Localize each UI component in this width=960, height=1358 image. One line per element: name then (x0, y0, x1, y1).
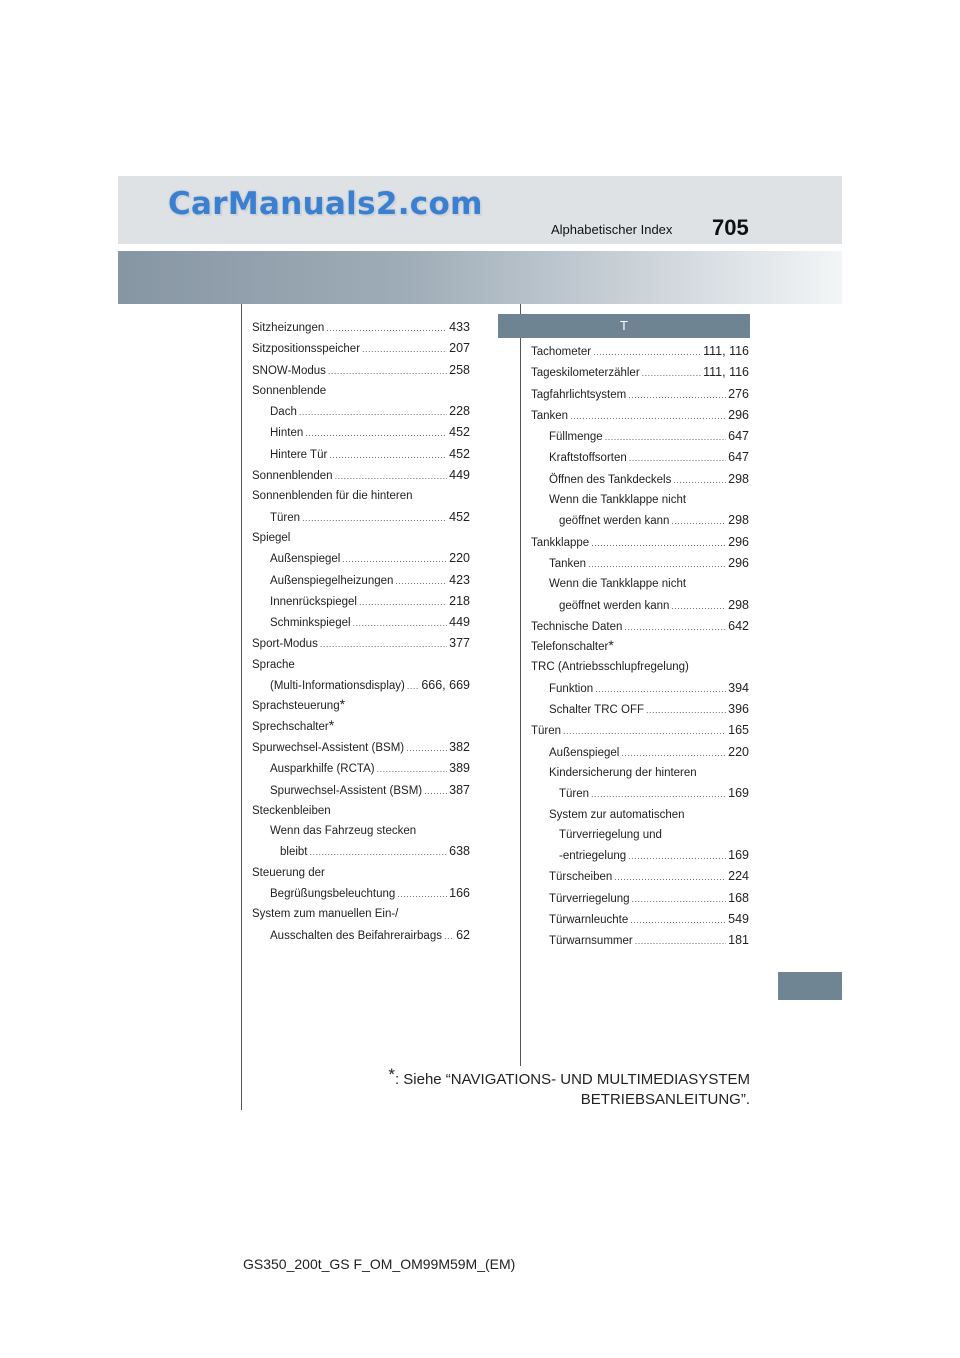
index-entry-label: System zum manuellen Ein-/ (252, 908, 399, 921)
index-column-left (252, 317, 470, 946)
index-entry (252, 841, 470, 862)
index-entry-page[interactable]: 452 (449, 509, 470, 524)
index-entry-label: System zur automatischen (549, 808, 685, 821)
index-entry (252, 570, 470, 591)
index-entry-label: Tanken (549, 557, 587, 570)
dot-leader (329, 445, 447, 465)
index-entry-page[interactable]: 549 (728, 912, 749, 927)
index-entry-page[interactable]: 396 (728, 702, 749, 717)
index-entry-page[interactable]: 298 (728, 597, 749, 612)
index-entry-label: Füllmenge (549, 431, 603, 444)
index-entry-label: Tankklappe (531, 536, 590, 549)
dot-leader (335, 466, 448, 486)
index-entry-label: Dach (270, 406, 297, 419)
index-entry-page[interactable]: 166 (449, 886, 470, 901)
index-entry (531, 426, 749, 447)
index-entry (531, 553, 749, 574)
index-entry-label: Funktion (549, 682, 594, 695)
dot-leader (362, 339, 447, 359)
index-entry (252, 465, 470, 486)
index-entry (252, 507, 470, 528)
index-entry-page[interactable]: 169 (728, 786, 749, 801)
index-entry-page[interactable]: 389 (449, 761, 470, 776)
index-entry (252, 338, 470, 359)
index-entry-page[interactable]: 298 (728, 513, 749, 528)
index-entry (531, 805, 749, 825)
dot-leader (424, 781, 447, 801)
index-entry (252, 863, 470, 883)
index-entry-page[interactable]: 258 (449, 362, 470, 377)
index-entry-label: bleibt (280, 846, 308, 859)
index-entry-page[interactable]: 169 (728, 848, 749, 863)
index-entry (531, 720, 749, 741)
index-entry (252, 758, 470, 779)
index-entry-page[interactable]: 452 (449, 425, 470, 440)
letter-heading-t: T (498, 314, 750, 338)
index-entry-page[interactable]: 449 (449, 615, 470, 630)
dot-leader (673, 470, 726, 490)
index-entry-page[interactable]: 62 (456, 927, 470, 942)
index-entry-label: Telefonschalter (531, 641, 609, 654)
index-entry (531, 909, 749, 930)
index-entry-label: Kraftstoffsorten (549, 452, 627, 465)
index-entry-page[interactable]: 377 (449, 636, 470, 651)
index-entry-page[interactable]: 168 (728, 890, 749, 905)
index-entry (252, 528, 470, 548)
index-entry (531, 384, 749, 405)
index-entry-page[interactable]: 642 (728, 618, 749, 633)
index-entry (252, 821, 470, 841)
index-entry-label: Hintere Tür (270, 448, 328, 461)
index-entry-label: Außenspiegelheizungen (270, 574, 394, 587)
index-entry-page[interactable]: 218 (449, 593, 470, 608)
decorative-band (118, 251, 842, 304)
dot-leader (302, 508, 447, 528)
dot-leader (588, 554, 726, 574)
index-entry-label: Türscheiben (549, 871, 613, 884)
index-entry-page[interactable]: 433 (449, 320, 470, 334)
index-entry-label: Schalter TRC OFF (549, 704, 644, 717)
index-entry-label: Türen (531, 725, 562, 738)
index-entry-label: -entriegelung (559, 850, 627, 863)
index-entry-label: Steckenbleiben (252, 804, 331, 817)
index-entry-label: Sprachsteuerung (252, 700, 340, 713)
index-entry (531, 341, 749, 362)
index-entry-label: Türen (270, 511, 301, 524)
dot-leader (630, 910, 726, 930)
index-entry-label: Tanken (531, 409, 569, 422)
index-entry (252, 401, 470, 422)
index-entry (531, 742, 749, 763)
dot-leader (395, 571, 447, 591)
index-entry (252, 317, 470, 338)
dot-leader (595, 679, 726, 699)
index-entry-label: Türverriegelung und (559, 828, 662, 841)
index-entry (531, 616, 749, 637)
dot-leader (342, 549, 447, 569)
index-entry (252, 655, 470, 675)
index-entry (531, 510, 749, 531)
index-entry-label: Türen (559, 788, 590, 801)
dot-leader (326, 318, 447, 338)
footnote-line-1: : Siehe “NAVIGATIONS- UND MULTIMEDIASYSTEM (394, 1071, 750, 1088)
index-entry-label: Tagfahrlichtsystem (531, 388, 627, 401)
index-entry (252, 612, 470, 633)
index-entry-label: Sonnenblenden (252, 470, 333, 483)
index-entry-label: Türwarnsummer (549, 935, 633, 948)
index-entry-label: Hinten (270, 427, 304, 440)
index-entry (252, 925, 470, 946)
index-entry-page[interactable]: 394 (728, 680, 749, 695)
section-title: Alphabetischer Index (551, 222, 673, 237)
index-entry (252, 883, 470, 904)
index-entry (252, 548, 470, 569)
index-entry-label: Öffnen des Tankdeckels (549, 473, 672, 486)
index-entry-label: Tachometer (531, 346, 592, 358)
index-entry-page[interactable]: 181 (728, 933, 749, 948)
index-entry-label: Ausschalten des Beifahrerairbags (270, 929, 442, 942)
index-entry-label: Spiegel (252, 531, 291, 544)
index-entry (531, 362, 749, 383)
footnote (330, 1065, 750, 1110)
index-entry-label: Sonnenblenden für die hinteren (252, 490, 413, 503)
index-entry-page[interactable]: 382 (449, 739, 470, 754)
index-entry (531, 532, 749, 553)
index-entry: Sprechschalter * (252, 717, 470, 737)
index-entry-page[interactable]: 452 (449, 446, 470, 461)
index-entry (531, 825, 749, 845)
index-entry (531, 447, 749, 468)
index-entry (531, 657, 749, 677)
index-entry-page[interactable]: 276 (728, 386, 749, 401)
index-entry-label: Wenn das Fahrzeug stecken (270, 825, 417, 838)
index-entry (531, 783, 749, 804)
index-entry-page[interactable]: 423 (449, 572, 470, 587)
index-entry-label: Wenn die Tankklappe nicht (549, 578, 687, 591)
index-entry-label: Steuerung der (252, 866, 325, 879)
dot-leader (605, 427, 726, 447)
dot-leader (621, 743, 726, 763)
index-entry (531, 888, 749, 909)
dot-leader (614, 867, 726, 887)
index-entry-page[interactable]: 449 (449, 468, 470, 483)
dot-leader (591, 533, 726, 553)
dot-leader (635, 931, 726, 951)
dot-leader (299, 402, 447, 422)
dot-leader (406, 738, 447, 758)
dot-leader (671, 511, 726, 531)
index-entry-page[interactable]: 638 (449, 844, 470, 859)
index-entry-page[interactable]: 111, 116 (703, 344, 749, 358)
footnote-line-2: BETRIEBSANLEITUNG”. (580, 1091, 750, 1108)
index-entry-page[interactable]: 647 (728, 429, 749, 444)
index-entry (252, 381, 470, 401)
dot-leader (397, 884, 447, 904)
index-entry (531, 866, 749, 887)
index-entry-label: Innenrückspiegel (270, 595, 357, 608)
index-entry-page[interactable]: 387 (449, 782, 470, 797)
index-entry-label: Technische Daten (531, 620, 623, 633)
dot-leader (407, 676, 419, 696)
index-entry-page[interactable]: 220 (449, 551, 470, 566)
index-entry-label: SNOW-Modus (252, 364, 326, 377)
column-divider-middle (520, 304, 521, 1066)
index-entry-page[interactable]: 647 (728, 450, 749, 465)
footnote-star: * (388, 1065, 395, 1084)
index-entry (252, 444, 470, 465)
index-entry-page[interactable]: 224 (728, 869, 749, 884)
index-entry-label: (Multi-Informationsdisplay) (270, 680, 405, 693)
index-entry-label: Spurwechsel-Assistent (BSM) (270, 784, 423, 797)
dot-leader (624, 617, 726, 637)
index-entry-page[interactable]: 228 (449, 404, 470, 419)
index-entry (531, 490, 749, 510)
dot-leader (359, 592, 447, 612)
dot-leader (305, 423, 447, 443)
index-entry (252, 675, 470, 696)
index-entry (252, 737, 470, 758)
index-entry: Telefonschalter * (531, 637, 749, 657)
column-divider-left (241, 304, 242, 1110)
dot-leader (353, 613, 448, 633)
index-column-right (531, 341, 749, 952)
page-number: 705 (712, 215, 749, 240)
index-entry-label: Sprache (252, 658, 295, 671)
index-entry (531, 595, 749, 616)
index-entry-page[interactable]: 666, 669 (421, 678, 470, 693)
index-entry-label: Tageskilometerzähler (531, 367, 640, 380)
dot-leader (671, 596, 726, 616)
index-entry-page[interactable]: 296 (728, 534, 749, 549)
index-entry-page[interactable]: 111, 116 (703, 365, 749, 380)
index-entry-page[interactable]: 207 (449, 341, 470, 356)
index-entry (252, 904, 470, 924)
index-entry (531, 678, 749, 699)
index-entry-label: Ausparkhilfe (RCTA) (270, 763, 375, 776)
document-code: GS350_200t_GS F_OM_OM99M59M_(EM) (243, 1256, 516, 1272)
dot-leader (320, 634, 447, 654)
index-entry-label: Begrüßungsbeleuchtung (270, 888, 396, 901)
dot-leader (591, 784, 726, 804)
index-entry-label: Sprechschalter (252, 720, 329, 733)
index-entry-page[interactable]: 296 (728, 407, 749, 422)
index-entry (531, 405, 749, 426)
dot-leader (632, 889, 727, 909)
dot-leader (444, 926, 454, 946)
index-entry (531, 574, 749, 594)
index-entry-label: Spurwechsel-Assistent (BSM) (252, 741, 405, 754)
dot-leader (570, 406, 726, 426)
index-entry-label: Wenn die Tankklappe nicht (549, 494, 687, 507)
index-entry (252, 633, 470, 654)
index-entry: Sprachsteuerung * (252, 696, 470, 716)
index-entry (252, 591, 470, 612)
index-entry-label: Türverriegelung (549, 892, 630, 905)
index-entry (531, 763, 749, 783)
chapter-tab (778, 972, 842, 1000)
index-entry (252, 360, 470, 381)
index-entry-page[interactable]: 220 (728, 744, 749, 759)
index-entry (531, 845, 749, 866)
index-entry (252, 486, 470, 506)
index-entry-label: Sitzpositionsspeicher (252, 343, 361, 356)
dot-leader (646, 700, 726, 720)
index-entry-label: Sitzheizungen (252, 322, 325, 334)
index-entry-label: geöffnet werden kann (559, 515, 670, 528)
index-entry-label: geöffnet werden kann (559, 599, 670, 612)
index-entry-label: Außenspiegel (549, 746, 620, 759)
index-entry (531, 930, 749, 951)
dot-leader (642, 363, 701, 383)
index-entry-label: Türwarnleuchte (549, 914, 629, 927)
dot-leader (629, 448, 726, 468)
dot-leader (593, 342, 701, 362)
index-entry-label: Außenspiegel (270, 553, 341, 566)
dot-leader (628, 846, 726, 866)
dot-leader (563, 721, 726, 741)
index-entry-page[interactable]: 296 (728, 555, 749, 570)
index-entry (252, 422, 470, 443)
index-entry-page[interactable]: 165 (728, 723, 749, 738)
index-entry (531, 699, 749, 720)
index-entry (531, 469, 749, 490)
watermark-logo[interactable]: CarManuals2.com (168, 186, 483, 222)
index-entry-label: Sonnenblende (252, 384, 327, 397)
index-entry (252, 801, 470, 821)
dot-leader (628, 385, 726, 405)
dot-leader (310, 842, 448, 862)
dot-leader (377, 759, 448, 779)
index-entry-page[interactable]: 298 (728, 471, 749, 486)
index-entry-label: Schminkspiegel (270, 617, 351, 630)
index-entry-label: Kindersicherung der hinteren (549, 766, 697, 779)
index-entry (252, 780, 470, 801)
dot-leader (328, 361, 447, 381)
index-entry-label: Sport-Modus (252, 638, 318, 651)
index-entry-label: TRC (Antriebsschlupfregelung) (531, 661, 689, 674)
